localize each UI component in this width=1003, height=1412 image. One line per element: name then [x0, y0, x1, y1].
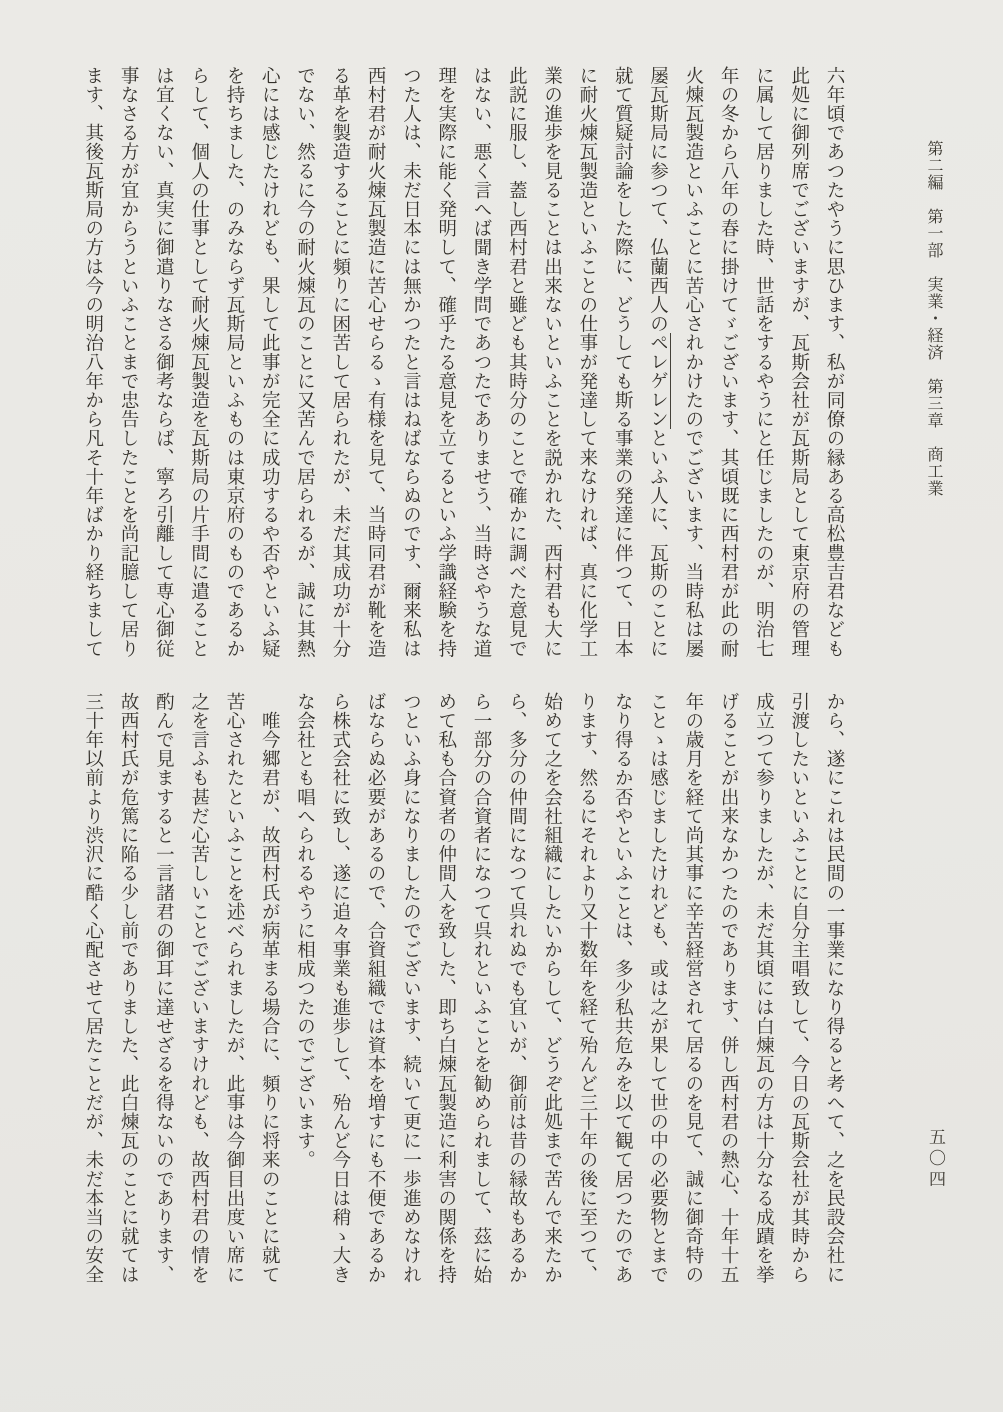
text-column: つといふ身になりましたのでございます、続いて更に一歩進めなけれ: [400, 692, 422, 1285]
text-column: 理を実際に能く発明して、確乎たる意見を立てるといふ学識経験を持: [435, 66, 457, 659]
proper-noun-mark: ペレゲレン: [647, 333, 669, 429]
text-column: 此説に服し、蓋し西村君と雖ども其時分のことで確かに調べた意見で: [506, 66, 528, 659]
text-column: げることが出来なかつたのであります、併し西村君の熱心、十年十五: [718, 692, 740, 1285]
paragraph-block-bottom: [74, 692, 852, 1298]
text-column: 此処に御列席でございますが、瓦斯会社が瓦斯局として東京府の管理: [788, 66, 810, 659]
text-column: 火煉瓦製造といふことに苦心されかけたのでございます、当時私は屡: [682, 66, 704, 659]
text-column: なり得るか否やといふことは、多少私共危みを以て観て居つたのであ: [612, 692, 634, 1285]
text-column: は宜くない、真実に御遣りなさる御考ならば、寧ろ引離して専心御従: [153, 66, 175, 659]
text-column: 心には感じたけれども、果して此事が完全に成功するや否やといふ疑: [259, 66, 281, 659]
text-column: 三十年以前より渋沢に酷く心配させて居たことだが、未だ本当の安全: [82, 692, 104, 1285]
text-column: ことゝは感じましたけれども、或は之が果して世の中の必要物とまで: [647, 692, 669, 1285]
text-column: 就て質疑討論をした際に、どうしても斯る事業の発達に伴つて、日本: [612, 66, 634, 659]
text-column: ら、多分の仲間になつて呉れぬでも宜いが、御前は昔の縁故もあるか: [506, 692, 528, 1285]
text-column: 始めて之を会社組織にしたいからして、どうぞ此処まで苦んで来たか: [541, 692, 563, 1285]
text-column: 業の進歩を見ることは出来ないといふことを説かれた、西村君も大に: [541, 66, 563, 659]
text-column: ばならぬ必要があるので、合資組織では資本を増すにも不便であるか: [365, 692, 387, 1285]
text-column: 之を言ふも甚だ心苦しいことでございますけれども、故西村君の情を: [188, 692, 210, 1285]
text-column: 酌んで見ますると一言諸君の御耳に達せざるを得ないのであります、: [153, 692, 175, 1285]
text-column: ら一部分の合資者になつて呉れといふことを勧められまして、茲に始: [471, 692, 493, 1285]
text-column: に耐火煉瓦製造といふことの仕事が発達して来なければ、真に化学工: [576, 66, 598, 659]
text-column: 事なさる方が宜からうといふことまで忠告したことを尚記臆して居り: [118, 66, 140, 659]
text-column: を持ちました、のみならず瓦斯局といふものは東京府のものであるか: [223, 66, 245, 659]
text-column: ます、其後瓦斯局の方は今の明治八年から凡そ十年ばかり経ちまして: [82, 66, 104, 659]
text-column: らして、個人の仕事として耐火煉瓦製造を瓦斯局の片手間に遣ること: [188, 66, 210, 659]
text-column: 引渡したいといふことに自分主唱致して、今日の瓦斯会社が其時から: [788, 692, 810, 1285]
text-column: な会社とも唱へられるやうに相成つたのでございます。: [294, 692, 316, 1170]
text-column: はない、悪く言へば聞き学問であつたでありませう、当時さやうな道: [471, 66, 493, 659]
text-column: 成立つて参りましたが、未だ其頃には白煉瓦の方は十分なる成蹟を挙: [753, 692, 775, 1285]
text-column: ら株式会社に致し、遂に追々事業も進歩して、殆んど今日は稍ゝ大き: [329, 692, 351, 1285]
text-column: 六年頃であつたやうに思ひます、私が同僚の縁ある高松豊吉君なども: [824, 66, 845, 659]
text-column: でない、然るに今の耐火煉瓦のことに又苦んで居られるが、誠に其熱: [294, 66, 316, 659]
page-number: 五〇四: [925, 1128, 945, 1191]
text-column: ります、然るにそれより又十数年を経て殆んど三十年の後に至つて、: [576, 692, 598, 1285]
text-column: 西村君が耐火煉瓦製造に苦心せらるゝ有様を見て、当時同君が靴を造: [365, 66, 387, 659]
text-column: つた人は、未だ日本には無かつたと言はねばならぬのです、爾来私は: [400, 66, 422, 659]
running-head: 第二編 第一部 実業・経済 第三章 商工業: [925, 140, 944, 497]
text-column: 苦心されたといふことを述べられましたが、此事は今御目出度い席に: [223, 692, 245, 1285]
text-column: る革を製造することに頻りに困苦して居られたが、未だ其成功が十分: [329, 66, 351, 659]
text-column: 年の歳月を経て尚其事に辛苦経営されて居るのを見て、誠に御奇特の: [682, 692, 704, 1285]
text-column: に属して居りました時、世話をするやうにと任じましたのが、明治七: [753, 66, 775, 659]
text-column: 年の冬から八年の春に掛けてゞございます、其頃既に西村君が此の耐: [718, 66, 740, 659]
paragraph-block-top: [74, 66, 852, 666]
text-column: 唯今郷君が、故西村氏が病革まる場合に、頻りに将来のことに就て: [259, 692, 281, 1285]
text-column: 故西村氏が危篤に陥る少し前でありました、此白煉瓦のことに就ては: [118, 692, 140, 1285]
text-column: めて私も合資者の仲間入を致した、即ち白煉瓦製造に利害の関係を持: [435, 692, 457, 1285]
text-column: 屡瓦斯局に参つて、仏蘭西人のペレゲレンといふ人に、瓦斯のことに: [647, 66, 669, 659]
text-column: から、遂にこれは民間の一事業になり得ると考へて、之を民設会社に: [824, 692, 845, 1285]
